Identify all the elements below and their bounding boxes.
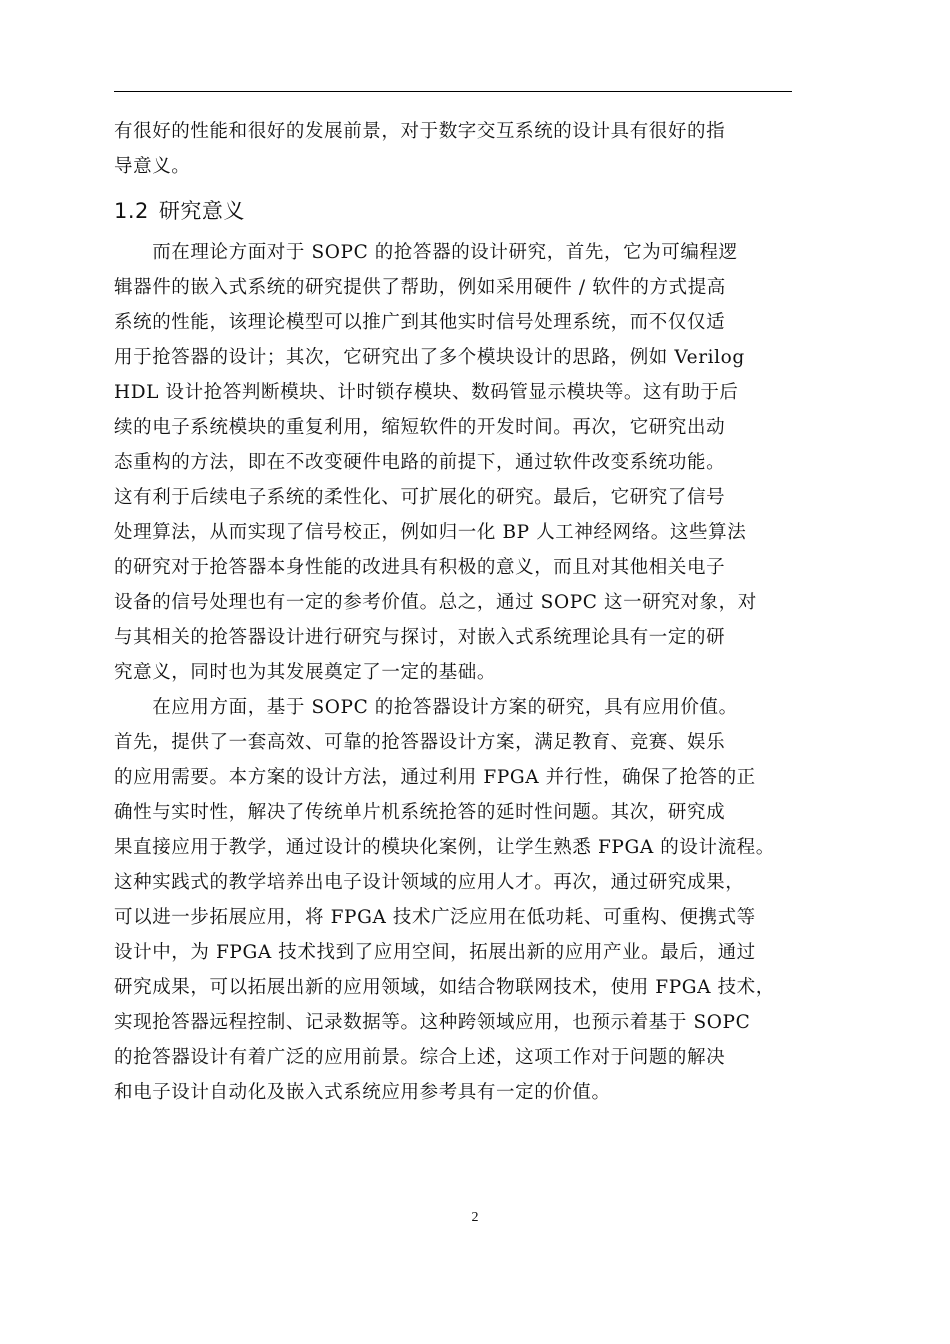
section-title: 研究意义 (158, 199, 245, 223)
body-text-line: 果直接应用于教学，通过设计的模块化案例，让学生熟悉 FPGA 的设计流程。 (114, 837, 775, 858)
body-text-line: 这种实践式的教学培养出电子设计领域的应用人才。再次，通过研究成果， (114, 872, 745, 893)
body-text-line: 和电子设计自动化及嵌入式系统应用参考具有一定的价值。 (114, 1082, 611, 1103)
body-text-line: 与其相关的抢答器设计进行研究与探讨，对嵌入式系统理论具有一定的研 (114, 627, 726, 648)
body-text-line: 首先，提供了一套高效、可靠的抢答器设计方案，满足教育、竞赛、娱乐 (114, 732, 726, 753)
body-text-line: 实现抢答器远程控制、记录数据等。这种跨领域应用，也预示着基于 SOPC (114, 1012, 751, 1033)
body-text-line: 处理算法，从而实现了信号校正，例如归一化 BP 人工神经网络。这些算法 (114, 522, 747, 543)
body-text-line: 确性与实时性，解决了传统单片机系统抢答的延时性问题。其次，研究成 (114, 802, 726, 823)
body-text-line: 的抢答器设计有着广泛的应用前景。综合上述，这项工作对于问题的解决 (114, 1047, 726, 1068)
section-heading (114, 196, 245, 226)
body-text-line: 可以进一步拓展应用，将 FPGA 技术广泛应用在低功耗、可重构、便携式等 (114, 907, 756, 928)
body-text-line: 的研究对于抢答器本身性能的改进具有积极的意义，而且对其他相关电子 (114, 557, 726, 578)
body-text-line: 而在理论方面对于 SOPC 的抢答器的设计研究，首先，它为可编程逻 (114, 242, 738, 263)
page-number: 2 (471, 1210, 479, 1225)
body-text-line: 续的电子系统模块的重复利用，缩短软件的开发时间。再次，它研究出动 (114, 417, 726, 438)
body-text-line: 辑器件的嵌入式系统的研究提供了帮助，例如采用硬件 / 软件的方式提高 (114, 277, 726, 298)
body-text-line: 究意义，同时也为其发展奠定了一定的基础。 (114, 662, 497, 683)
body-text-line: 态重构的方法，即在不改变硬件电路的前提下，通过软件改变系统功能。 (114, 452, 726, 473)
body-text-line: HDL 设计抢答判断模块、计时锁存模块、数码管显示模块等。这有助于后 (114, 382, 739, 403)
body-text-line: 有很好的性能和很好的发展前景，对于数字交互系统的设计具有很好的指 (114, 121, 726, 142)
body-text-line: 用于抢答器的设计；其次，它研究出了多个模块设计的思路，例如 Verilog (114, 347, 745, 368)
body-text-line: 系统的性能，该理论模型可以推广到其他实时信号处理系统，而不仅仅适 (114, 312, 726, 333)
body-text-line: 这有利于后续电子系统的柔性化、可扩展化的研究。最后，它研究了信号 (114, 487, 726, 508)
header-rule (114, 91, 792, 92)
body-text-line: 设计中，为 FPGA 技术找到了应用空间，拓展出新的应用产业。最后，通过 (114, 942, 756, 963)
body-text-line: 在应用方面，基于 SOPC 的抢答器设计方案的研究，具有应用价值。 (114, 697, 738, 718)
section-number: 1.2 (114, 199, 149, 223)
body-text-line: 导意义。 (114, 156, 191, 177)
body-text-line: 设备的信号处理也有一定的参考价值。总之，通过 SOPC 这一研究对象，对 (114, 592, 757, 613)
body-text-line: 研究成果，可以拓展出新的应用领域，如结合物联网技术，使用 FPGA 技术， (114, 977, 775, 998)
body-text-line: 的应用需要。本方案的设计方法，通过利用 FPGA 并行性，确保了抢答的正 (114, 767, 756, 788)
